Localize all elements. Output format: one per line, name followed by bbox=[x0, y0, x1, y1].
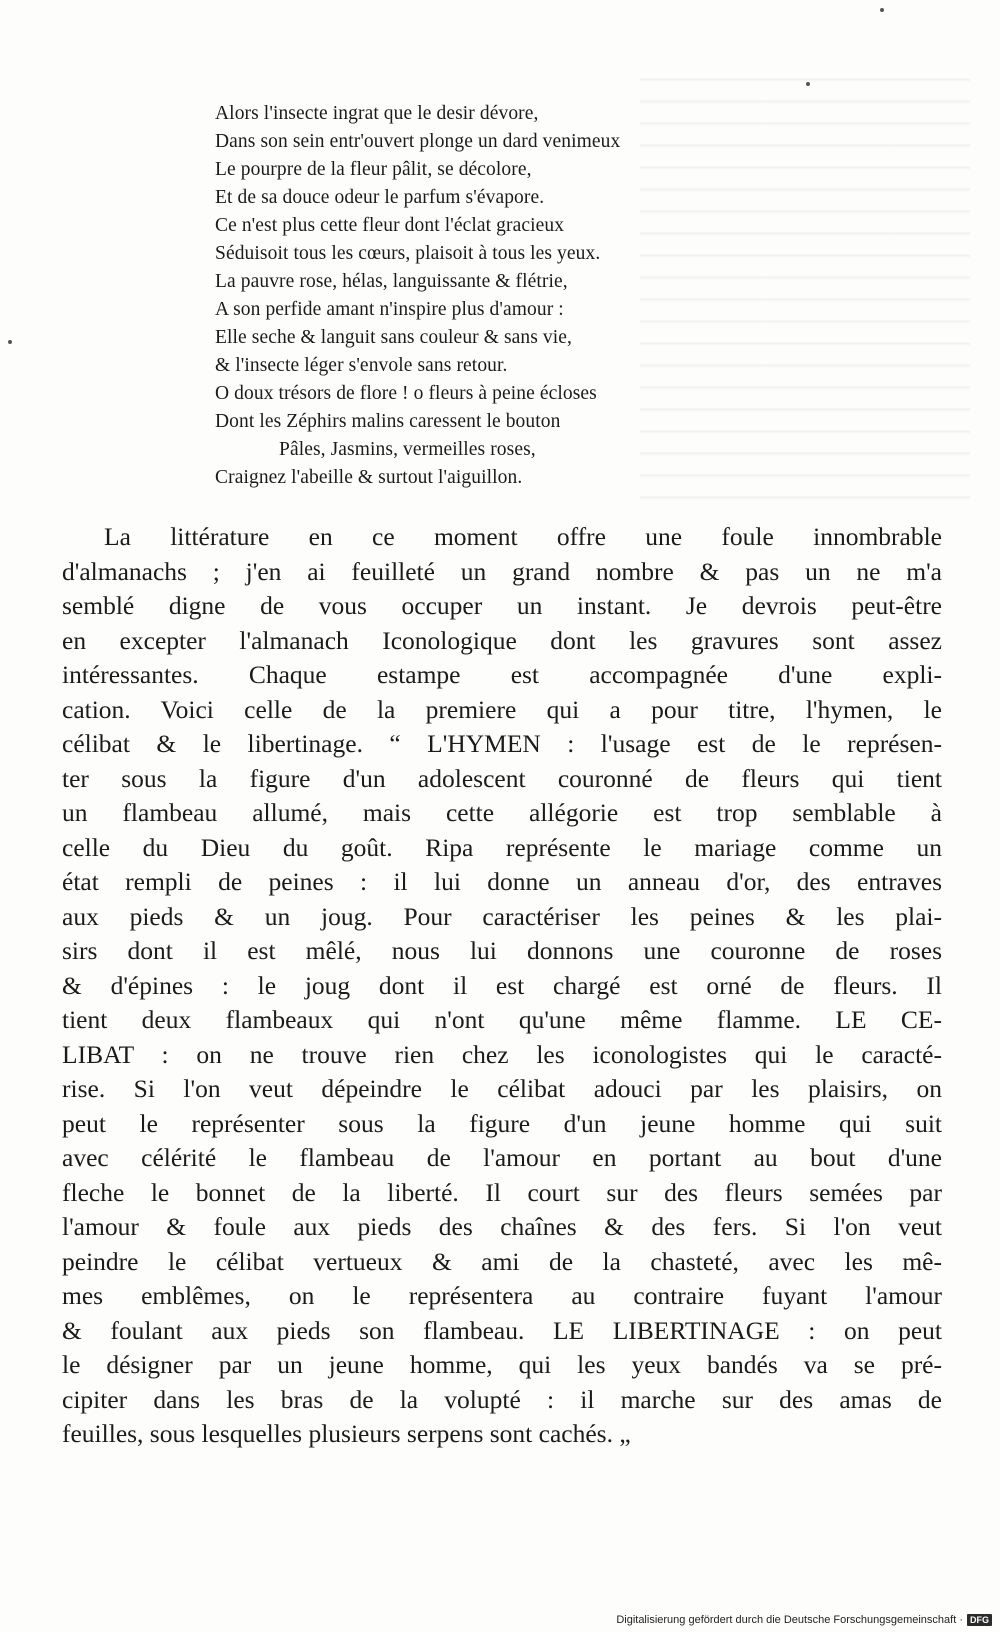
prose-line: avec célérité le flambeau de l'amour en portant au bout d'une bbox=[62, 1143, 942, 1172]
prose-line: feuilles, sous lesquelles plusieurs serpens sont cachés. „ bbox=[62, 1419, 631, 1448]
poem-line: O doux trésors de flore ! o fleurs à peine écloses bbox=[215, 383, 597, 404]
poem-line: Elle seche & languit sans couleur & sans vie, bbox=[215, 327, 573, 348]
prose-line: d'almanachs ; j'en ai feuilleté un grand nombre & pas un ne m'a bbox=[62, 556, 942, 586]
ink-speck bbox=[806, 82, 810, 86]
digitization-footer bbox=[616, 1614, 992, 1626]
prose-line: celle du Dieu du goût. Ripa représente le mariage comme un bbox=[62, 832, 942, 862]
prose-line: cation. Voici celle de la premiere qui a pour titre, l'hymen, le bbox=[62, 694, 942, 724]
poem-line: Séduisoit tous les cœurs, plaisoit à tous les yeux. bbox=[215, 243, 601, 264]
poem-line: La pauvre rose, hélas, languissante & flétrie, bbox=[215, 271, 568, 292]
footer-credit: Digitalisierung gefördert durch die Deutsche Forschungsgemeinschaft · bbox=[616, 1614, 963, 1626]
ink-speck bbox=[8, 340, 12, 344]
prose-line: peindre le célibat vertueux & ami de la chasteté, avec les mê- bbox=[62, 1246, 942, 1276]
prose-line: cipiter dans les bras de la volupté : il marche sur des amas de bbox=[62, 1384, 942, 1414]
poem-line: Dans son sein entr'ouvert plonge un dard venimeux bbox=[215, 131, 621, 152]
prose-paragraph bbox=[62, 520, 942, 1452]
poem-line: Craignez l'abeille & surtout l'aiguillon. bbox=[215, 467, 523, 488]
prose-line: intéressantes. Chaque estampe est accompagnée d'une expli- bbox=[62, 660, 942, 689]
poem-line: Alors l'insecte ingrat que le desir dévore, bbox=[215, 103, 539, 124]
prose-line: célibat & le libertinage. “ L'HYMEN : l'usage est de le représen- bbox=[62, 729, 942, 758]
prose-line: état rempli de peines : il lui donne un anneau d'or, des entraves bbox=[62, 867, 942, 896]
poem-line: Dont les Zéphirs malins caressent le bouton bbox=[215, 411, 561, 432]
prose-line: peut le représenter sous la figure d'un jeune homme qui suit bbox=[62, 1108, 942, 1138]
prose-line: fleche le bonnet de la liberté. Il court sur des fleurs semées par bbox=[62, 1177, 942, 1207]
ink-speck bbox=[880, 8, 884, 12]
poem-line: Ce n'est plus cette fleur dont l'éclat gracieux bbox=[215, 215, 565, 236]
prose-line: & foulant aux pieds son flambeau. LE LIBERTINAGE : on peut bbox=[62, 1315, 942, 1345]
poem-line: Pâles, Jasmins, vermeilles roses, bbox=[279, 439, 536, 460]
prose-line: l'amour & foule aux pieds des chaînes & des fers. Si l'on veut bbox=[62, 1212, 942, 1241]
prose-line: un flambeau allumé, mais cette allégorie est trop semblable à bbox=[62, 798, 942, 827]
dfg-logo: DFG bbox=[967, 1614, 992, 1626]
prose-line: & d'épines : le joug dont il est chargé est orné de fleurs. Il bbox=[62, 970, 942, 1000]
prose-line: rise. Si l'on veut dépeindre le célibat adouci par les plaisirs, on bbox=[62, 1074, 942, 1103]
poem-block bbox=[215, 100, 775, 492]
poem-line: A son perfide amant n'inspire plus d'amour : bbox=[215, 299, 564, 320]
prose-line: ter sous la figure d'un adolescent couronné de fleurs qui tient bbox=[62, 763, 942, 793]
prose-line: mes emblêmes, on le représentera au contraire fuyant l'amour bbox=[62, 1281, 942, 1310]
prose-line: aux pieds & un joug. Pour caractériser les peines & les plai- bbox=[62, 901, 942, 931]
poem-line: & l'insecte léger s'envole sans retour. bbox=[215, 355, 508, 376]
prose-line: en excepter l'almanach Iconologique dont les gravures sont assez bbox=[62, 625, 942, 655]
poem-line: Et de sa douce odeur le parfum s'évapore. bbox=[215, 187, 545, 208]
prose-line: semblé digne de vous occuper un instant. Je devrois peut-être bbox=[62, 591, 942, 620]
prose-line: LIBAT : on ne trouve rien chez les iconologistes qui le caracté- bbox=[62, 1039, 942, 1069]
prose-line: le désigner par un jeune homme, qui les yeux bandés va se pré- bbox=[62, 1350, 942, 1379]
prose-line: tient deux flambeaux qui n'ont qu'une même flamme. LE CE- bbox=[62, 1005, 942, 1034]
prose-line: sirs dont il est mêlé, nous lui donnons une couronne de roses bbox=[62, 936, 942, 965]
poem-line: Le pourpre de la fleur pâlit, se décolore, bbox=[215, 159, 532, 180]
prose-line: La littérature en ce moment offre une foule innombrable bbox=[104, 522, 942, 551]
